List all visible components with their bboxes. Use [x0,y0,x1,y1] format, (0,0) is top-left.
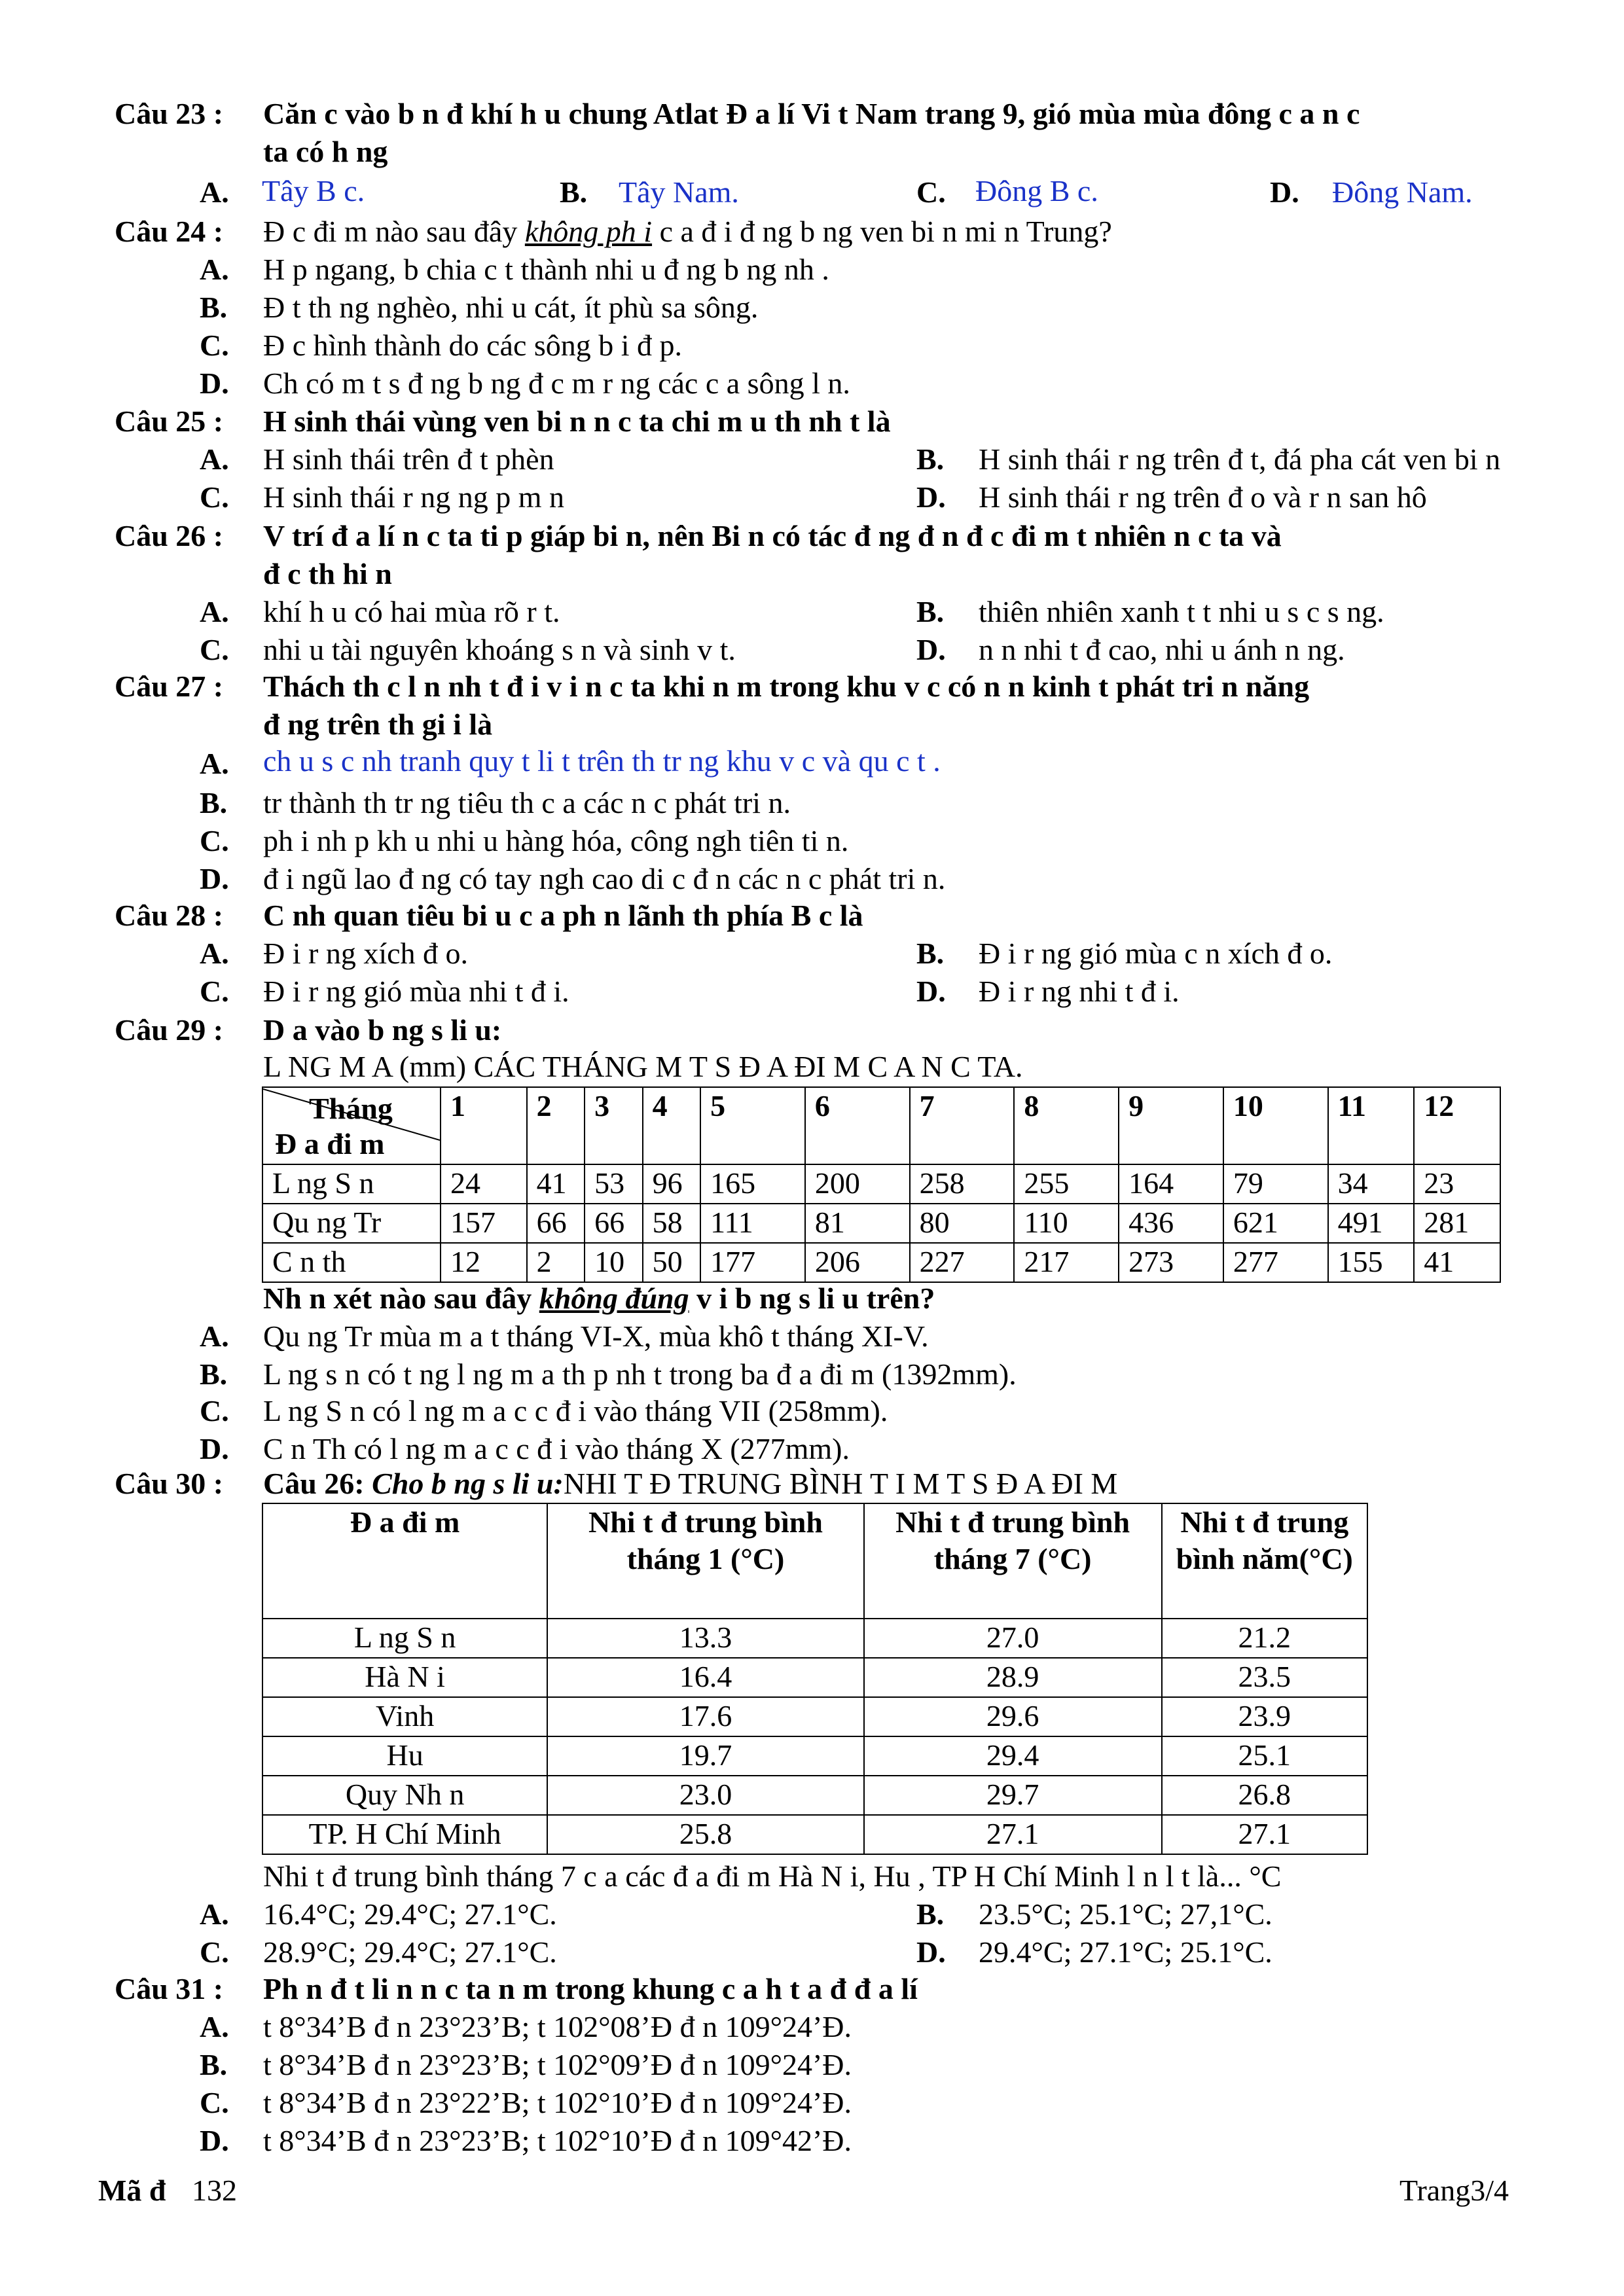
option-letter: D. [200,1432,229,1465]
header-cell: Nhi t đ trung bình tháng 1 (°C) [547,1503,863,1619]
value-cell: 81 [805,1204,910,1243]
option-c[interactable]: Đông B c. [975,174,1098,207]
question-label: Câu 26 : [115,519,224,552]
option-letter: D. [200,2124,229,2157]
exam-code [98,2172,237,2210]
stem-italic: Cho b ng s li u: [372,1467,564,1500]
value-cell: 277 [1223,1243,1328,1282]
value-cell: 13.3 [547,1619,863,1658]
value-cell: 217 [1014,1243,1119,1282]
value-cell: 23.5 [1162,1658,1367,1697]
option-letter: A. [200,253,229,286]
option-letter: B. [560,175,588,209]
header-cell: Đ a đi m [262,1503,547,1619]
table-header-row [262,1087,1500,1164]
option-a[interactable]: Qu ng Tr mùa m a t tháng VI-X, mùa khô t tháng XI-V. [263,1319,929,1353]
prompt-emphasis: không đúng [539,1282,689,1315]
value-cell: 28.9 [864,1658,1162,1697]
value-cell: 96 [643,1164,701,1204]
option-b[interactable]: H sinh thái r ng trên đ t, đá pha cát ven bi n [979,442,1501,476]
option-letter: A. [200,1897,229,1931]
value-cell: 79 [1223,1164,1328,1204]
rainfall-table [262,1086,1501,1283]
value-cell: 258 [910,1164,1015,1204]
question-label: Câu 28 : [115,899,224,932]
stem-text: Đ c đi m nào sau đây [263,215,525,248]
question-stem [263,1465,1566,1503]
option-letter: C. [200,2086,229,2119]
option-letter: A. [200,747,229,780]
table-row [262,1658,1367,1697]
value-cell: 66 [527,1204,585,1243]
value-cell: 41 [527,1164,585,1204]
question-stem-line1: Căn c vào b n đ khí h u chung Atlat Đ a lí Vi t Nam trang 9, gió mùa mùa đông c a n c [263,97,1360,130]
option-c[interactable]: 28.9°C; 29.4°C; 27.1°C. [263,1935,557,1969]
option-letter: C. [200,633,229,666]
value-cell: 50 [643,1243,701,1282]
table-row [262,1736,1367,1776]
table-title: L NG M A (mm) CÁC THÁNG M T S Đ A ĐI M C A N C TA. [263,1050,1023,1083]
month-header: 7 [910,1087,1015,1164]
question-label: Câu 29 : [115,1013,224,1047]
value-cell: 10 [585,1243,643,1282]
question-stem [263,213,1566,251]
option-letter: B. [200,786,228,819]
question-stem-line2: đ c th hi n [263,557,392,590]
value-cell: 26.8 [1162,1776,1367,1815]
option-b[interactable]: Đ i r ng gió mùa c n xích đ o. [979,937,1333,970]
question-label: Câu 25 : [115,404,224,438]
value-cell: 157 [441,1204,527,1243]
question-label: Câu 23 : [115,97,224,130]
table-row [262,1697,1367,1736]
option-c[interactable]: t 8°34’B đ n 23°22’B; t 102°10’Đ đ n 109°24’Đ. [263,2086,852,2119]
value-cell: 53 [585,1164,643,1204]
option-d[interactable]: Đông Nam. [1332,175,1473,209]
question-stem-line1: Thách th c l n nh t đ i v i n c ta khi n m trong khu v c có n n kinh t phát tri n năng [263,670,1310,703]
month-header: 4 [643,1087,701,1164]
value-cell: 21.2 [1162,1619,1367,1658]
stem-prefix: Câu 26: [263,1467,372,1500]
option-letter: A. [200,442,229,476]
month-header: 3 [585,1087,643,1164]
month-header: 5 [700,1087,805,1164]
option-d[interactable]: n n nhi t đ cao, nhi u ánh n ng. [979,633,1345,666]
option-b[interactable]: Tây Nam. [619,175,739,209]
header-cell: Nhi t đ trung bình năm(°C) [1162,1503,1367,1619]
option-letter: C. [916,175,946,209]
option-a[interactable]: H sinh thái trên đ t phèn [263,442,554,476]
option-letter: C. [200,329,229,362]
table-row [262,1815,1367,1854]
option-d[interactable]: C n Th có l ng m a c c đ i vào tháng X (277mm). [263,1432,850,1465]
question-stem-line2: ta có h ng [263,135,388,168]
month-header: 10 [1223,1087,1328,1164]
option-a[interactable]: ch u s c nh tranh quy t li t trên th tr ng khu v c và qu c t . [263,744,941,778]
table-row [262,1776,1367,1815]
option-letter: C. [200,1935,229,1969]
option-letter: C. [200,1394,229,1427]
value-cell: 17.6 [547,1697,863,1736]
value-cell: 24 [441,1164,527,1204]
value-cell: 41 [1414,1243,1500,1282]
option-b[interactable]: tr thành th tr ng tiêu th c a các n c phát tri n. [263,786,791,819]
place-cell: Hà N i [262,1658,547,1697]
month-header: 6 [805,1087,910,1164]
value-cell: 206 [805,1243,910,1282]
option-b[interactable]: Đ t th ng nghèo, nhi u cát, ít phù sa sông. [263,291,759,324]
header-cell: Nhi t đ trung bình tháng 7 (°C) [864,1503,1162,1619]
value-cell: 27.1 [1162,1815,1367,1854]
option-c[interactable]: nhi u tài nguyên khoáng s n và sinh v t. [263,633,736,666]
question-stem: D a vào b ng s li u: [263,1013,502,1047]
option-d[interactable]: Đ i r ng nhi t đ i. [979,975,1180,1008]
option-c[interactable]: ph i nh p kh u nhi u hàng hóa, công ngh tiên ti n. [263,824,849,857]
value-cell: 23.9 [1162,1697,1367,1736]
value-cell: 12 [441,1243,527,1282]
value-cell: 29.7 [864,1776,1162,1815]
value-cell: 27.1 [864,1815,1162,1854]
stem-text: c a đ i đ ng b ng ven bi n mi n Trung? [652,215,1112,248]
option-b[interactable]: L ng s n có t ng l ng m a th p nh t trong ba đ a đi m (1392mm). [263,1357,1017,1391]
table-row [262,1619,1367,1658]
option-letter: C. [200,480,229,514]
value-cell: 111 [700,1204,805,1243]
value-cell: 255 [1014,1164,1119,1204]
question-stem-line2: đ ng trên th gi i là [263,708,493,741]
option-d[interactable]: H sinh thái r ng trên đ o và r n san hô [979,480,1427,514]
option-d[interactable]: đ i ngũ lao đ ng có tay ngh cao di c đ n các n c phát tri n. [263,862,946,895]
value-cell: 58 [643,1204,701,1243]
value-cell: 66 [585,1204,643,1243]
question-label: Câu 24 : [115,215,224,248]
option-letter: B. [916,595,945,628]
value-cell: 29.4 [864,1736,1162,1776]
option-letter: A. [200,937,229,970]
prompt-text: Nh n xét nào sau đây [263,1282,539,1315]
month-header: 8 [1014,1087,1119,1164]
value-cell: 29.6 [864,1697,1162,1736]
option-letter: D. [200,862,229,895]
value-cell: 165 [700,1164,805,1204]
value-cell: 80 [910,1204,1015,1243]
exam-code-label: Mã đ [98,2174,166,2207]
value-cell: 25.8 [547,1815,863,1854]
option-a[interactable]: t 8°34’B đ n 23°23’B; t 102°08’Đ đ n 109°24’Đ. [263,2010,852,2043]
value-cell: 621 [1223,1204,1328,1243]
value-cell: 2 [527,1243,585,1282]
value-cell: 23 [1414,1164,1500,1204]
value-cell: 281 [1414,1204,1500,1243]
question-stem-line1: V trí đ a lí n c ta ti p giáp bi n, nên Bi n có tác đ ng đ n đ c đi m t nhiên n c ta và [263,519,1282,552]
table-row [262,1204,1500,1243]
value-cell: 200 [805,1164,910,1204]
prompt-text: v i b ng s li u trên? [689,1282,935,1315]
value-cell: 273 [1119,1243,1223,1282]
value-cell: 34 [1328,1164,1415,1204]
option-c[interactable]: H sinh thái r ng ng p m n [263,480,564,514]
option-letter: D. [1270,175,1299,209]
value-cell: 164 [1119,1164,1223,1204]
option-letter: B. [200,1357,228,1391]
value-cell: 436 [1119,1204,1223,1243]
option-letter: D. [916,480,946,514]
option-b[interactable]: thiên nhiên xanh t t nhi u s c s ng. [979,595,1384,628]
value-cell: 155 [1328,1243,1415,1282]
month-header: 12 [1414,1087,1500,1164]
value-cell: 491 [1328,1204,1415,1243]
month-header: 1 [441,1087,527,1164]
option-letter: D. [200,367,229,400]
value-cell: 27.0 [864,1619,1162,1658]
option-letter: A. [200,175,229,209]
value-cell: 110 [1014,1204,1119,1243]
option-c[interactable]: Đ i r ng gió mùa nhi t đ i. [263,975,569,1008]
option-letter: C. [200,975,229,1008]
option-letter: B. [916,442,945,476]
option-d[interactable]: t 8°34’B đ n 23°23’B; t 102°10’Đ đ n 109°42’Đ. [263,2124,852,2157]
table-row [262,1164,1500,1204]
option-letter: A. [200,2010,229,2043]
option-letter: B. [916,1897,945,1931]
option-letter: B. [916,937,945,970]
value-cell: 16.4 [547,1658,863,1697]
corner-cell [262,1087,441,1164]
option-letter: D. [916,633,946,666]
option-a[interactable]: H p ngang, b chia c t thành nhi u đ ng b ng nh . [263,253,829,286]
option-a[interactable]: khí h u có hai mùa rõ r t. [263,595,560,628]
table-header-row [262,1503,1367,1619]
option-a[interactable]: Đ i r ng xích đ o. [263,937,469,970]
place-cell: Quy Nh n [262,1776,547,1815]
stem-emphasis: không ph i [524,215,653,248]
place-cell: L ng S n [262,1164,441,1204]
value-cell: 177 [700,1243,805,1282]
value-cell: 19.7 [547,1736,863,1776]
month-header: 9 [1119,1087,1223,1164]
option-d[interactable]: Ch có m t s đ ng b ng đ c m r ng các c a sông l n. [263,367,850,400]
option-letter: A. [200,595,229,628]
question-prompt [263,1280,1566,1318]
value-cell: 227 [910,1243,1015,1282]
option-a[interactable]: Tây B c. [262,174,365,207]
option-a[interactable]: 16.4°C; 29.4°C; 27.1°C. [263,1897,557,1931]
month-header: 11 [1328,1087,1415,1164]
table-row [262,1243,1500,1282]
option-letter: D. [916,975,946,1008]
place-cell: Vinh [262,1697,547,1736]
place-cell: Hu [262,1736,547,1776]
option-letter: B. [200,291,228,324]
question-stem: C nh quan tiêu bi u c a ph n lãnh th phía B c là [263,899,863,932]
stem-caps: NHI T Đ TRUNG BÌNH T I M T S Đ A ĐI M [563,1467,1118,1500]
question-stem: Ph n đ t li n n c ta n m trong khung c a h t a đ đ a lí [263,1972,918,2005]
option-b[interactable]: t 8°34’B đ n 23°23’B; t 102°09’Đ đ n 109°24’Đ. [263,2048,852,2081]
place-cell: Qu ng Tr [262,1204,441,1243]
month-header: 2 [527,1087,585,1164]
place-cell: C n th [262,1243,441,1282]
option-d[interactable]: 29.4°C; 27.1°C; 25.1°C. [979,1935,1272,1969]
option-c[interactable]: Đ c hình thành do các sông b i đ p. [263,329,683,362]
option-b[interactable]: 23.5°C; 25.1°C; 27,1°C. [979,1897,1272,1931]
page-number: Trang3/4 [1399,2174,1509,2207]
option-letter: C. [200,824,229,857]
option-c[interactable]: L ng S n có l ng m a c c đ i vào tháng VII (258mm). [263,1394,888,1427]
option-letter: B. [200,2048,228,2081]
corner-bottom-label: Đ a đi m [275,1127,385,1160]
place-cell: TP. H Chí Minh [262,1815,547,1854]
value-cell: 23.0 [547,1776,863,1815]
option-letter: D. [916,1935,946,1969]
place-cell: L ng S n [262,1619,547,1658]
corner-top-label: Tháng [309,1092,393,1125]
option-letter: A. [200,1319,229,1353]
question-label: Câu 30 : [115,1467,224,1500]
question-label: Câu 31 : [115,1972,224,2005]
temperature-table [262,1503,1368,1855]
question-stem: H sinh thái vùng ven bi n n c ta chi m u th nh t là [263,404,891,438]
question-prompt: Nhi t đ trung bình tháng 7 c a các đ a đi m Hà N i, Hu , TP H Chí Minh l n l t là... °C [263,1859,1282,1893]
value-cell: 25.1 [1162,1736,1367,1776]
question-label: Câu 27 : [115,670,224,703]
exam-code-value: 132 [192,2174,237,2207]
